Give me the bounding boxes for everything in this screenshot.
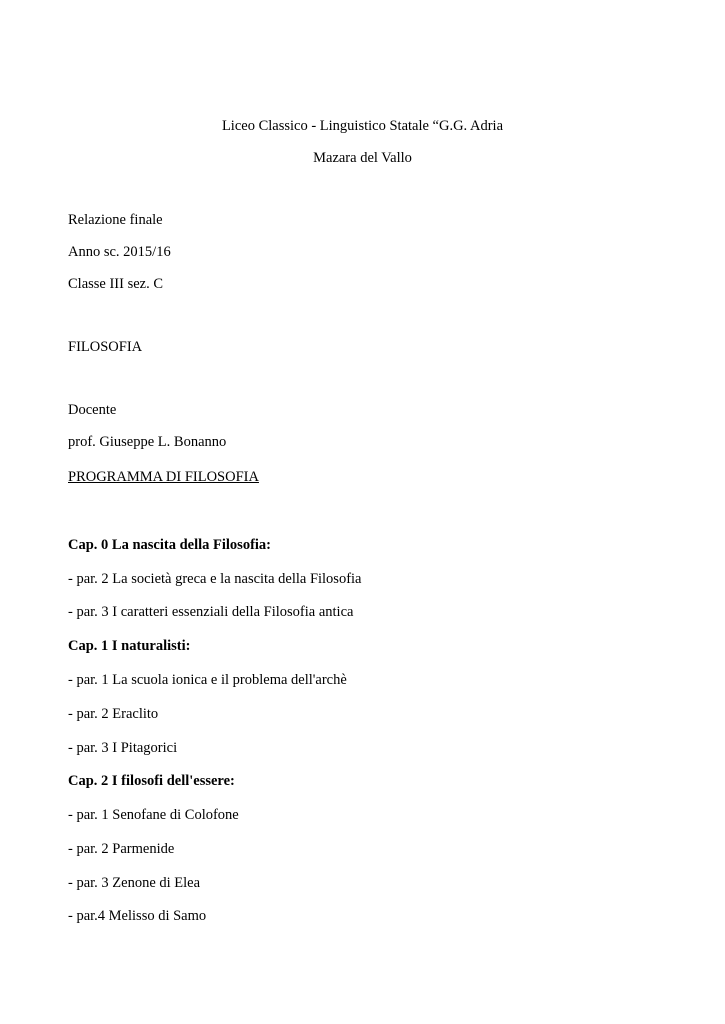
program-title: PROGRAMMA DI FILOSOFIA	[68, 469, 259, 485]
chapter-title: Cap. 1 I naturalisti:	[68, 638, 191, 654]
school-name: Liceo Classico - Linguistico Statale “G.G. Adria	[221, 118, 504, 134]
chapter-item: - par. 2 La società greca e la nascita della Filosofia	[68, 571, 362, 587]
school-year: Anno sc. 2015/16	[68, 244, 171, 260]
chapter-title: Cap. 2 I filosofi dell'essere:	[68, 773, 235, 789]
class-section: Classe III sez. C	[68, 276, 164, 292]
chapter-item: - par. 2 Parmenide	[68, 841, 175, 857]
chapter-item: - par. 3 Zenone di Elea	[68, 875, 201, 891]
chapter-item: - par. 3 I caratteri essenziali della Filosofia antica	[68, 604, 354, 620]
teacher-name: prof. Giuseppe L. Bonanno	[68, 434, 227, 450]
city-name: Mazara del Vallo	[313, 150, 412, 166]
subject-title: FILOSOFIA	[68, 339, 143, 355]
chapter-title: Cap. 0 La nascita della Filosofia:	[68, 537, 272, 553]
chapter-item: - par. 3 I Pitagorici	[68, 740, 178, 756]
chapter-item: - par. 2 Eraclito	[68, 706, 159, 722]
chapter-item: - par. 1 Senofane di Colofone	[68, 807, 239, 823]
report-title: Relazione finale	[68, 212, 163, 228]
chapter-item: - par. 1 La scuola ionica e il problema dell'archè	[68, 672, 347, 688]
chapter-item: - par.4 Melisso di Samo	[68, 908, 207, 924]
teacher-label: Docente	[68, 402, 117, 418]
